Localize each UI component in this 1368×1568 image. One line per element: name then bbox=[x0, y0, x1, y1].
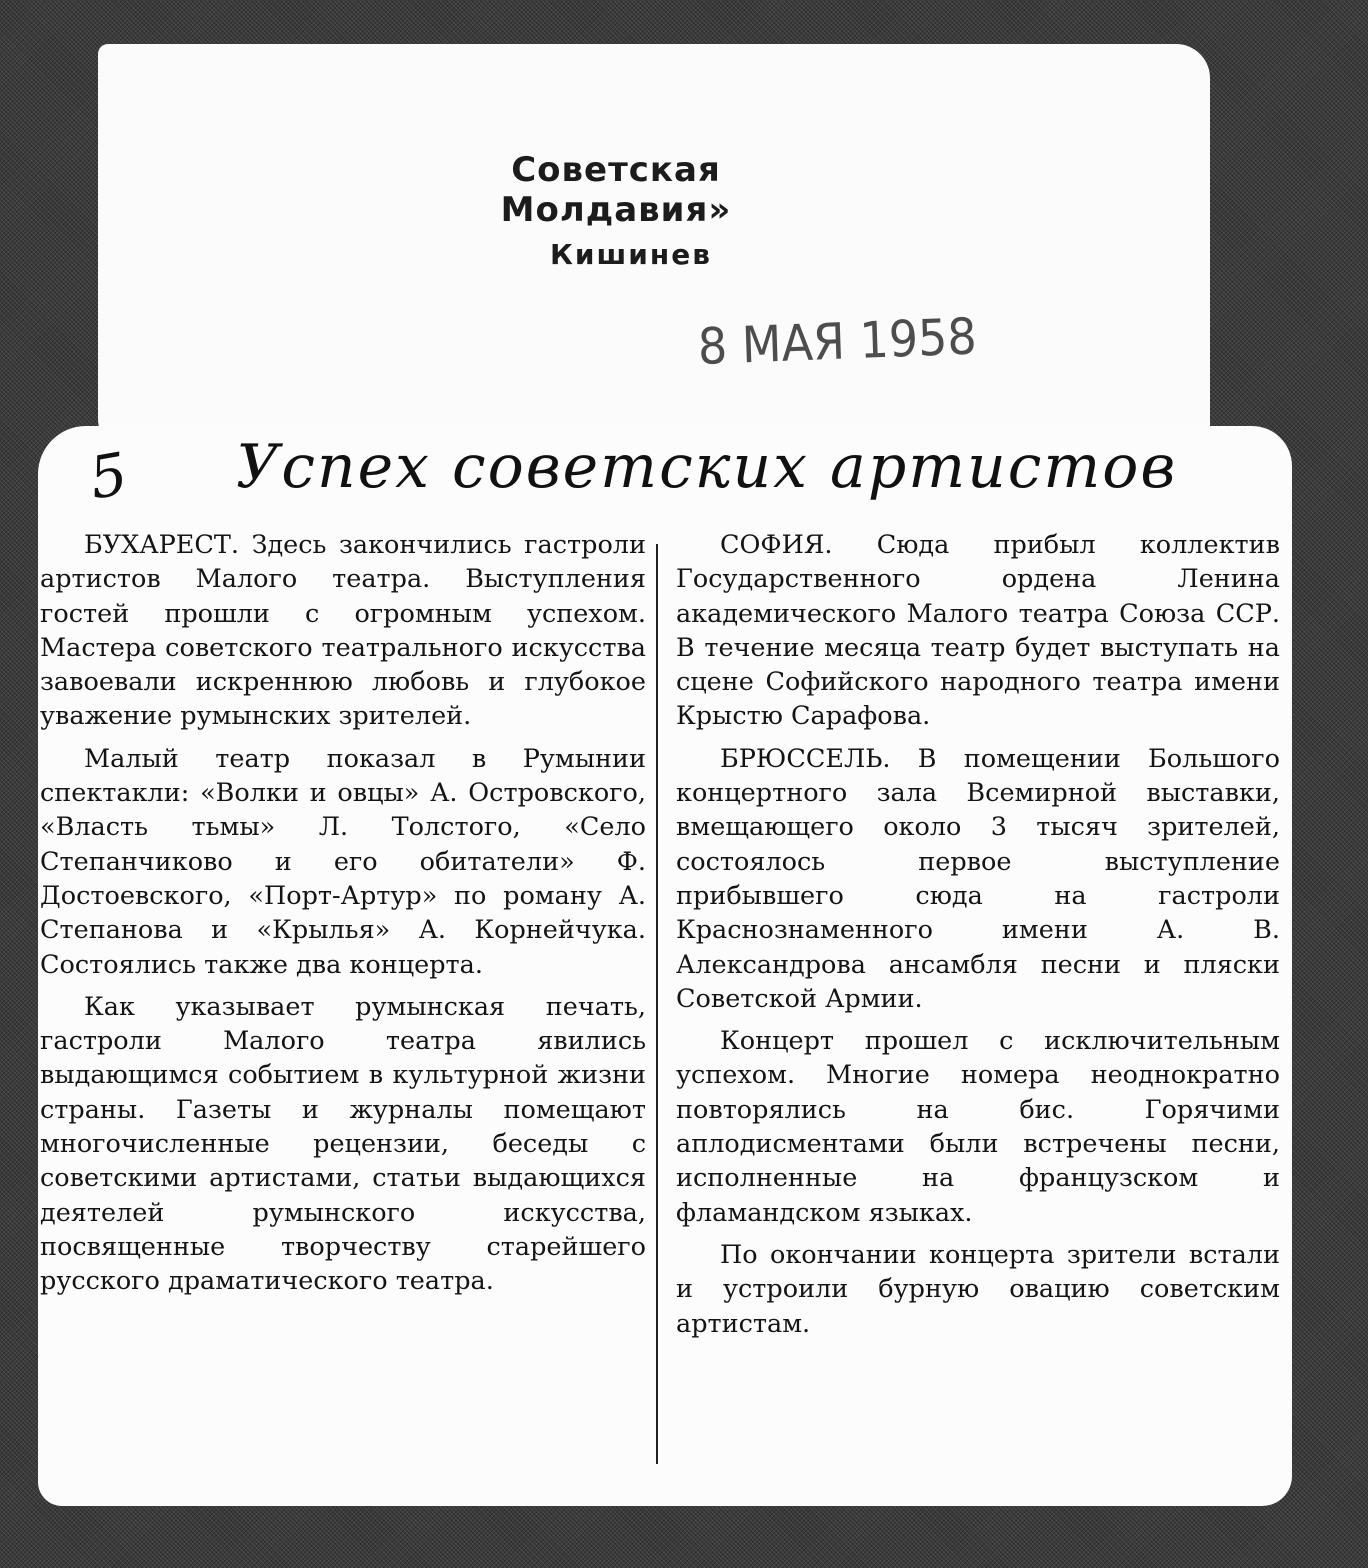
column-divider bbox=[656, 544, 658, 1464]
date-stamp: 8 МАЯ 1958 bbox=[697, 307, 978, 376]
handwritten-number: 5 bbox=[84, 439, 133, 513]
paragraph-brussels-2: Концерт прошел с исключительным успехом. Многие номера неоднократно повторялись на бис. Горячими аплодисментами были встречены песни, исполненные на французском и фламандском языках. bbox=[676, 1026, 1280, 1228]
newspaper-city: Кишинев bbox=[550, 238, 712, 271]
paragraph-bucharest-1: БУХАРЕСТ. Здесь закончились гастроли артистов Малого театра. Выступления гостей прошли с огромным успехом. Мастера советского театрального искусства завоевали искреннюю любовь и глубокое уважение румынских зрителей. bbox=[40, 530, 646, 732]
paragraph-brussels-3: По окончании концерта зрители встали и устроили бурную овацию советским артистам. bbox=[676, 1239, 1280, 1339]
article-left-column bbox=[40, 528, 646, 1307]
source-stamp bbox=[396, 150, 836, 271]
newspaper-name: Советская Молдавия» bbox=[500, 150, 732, 230]
paragraph-bucharest-2: Малый театр показал в Румынии спектакли: «Волки и овцы» А. Островского, «Власть тьмы» Л. Толстого, «Село Степанчиково и его обитатели» Ф. Достоевского, «Порт-Артур» по роману А. Степанова и «Крылья» А. Корнейчука. Состоялись также два концерта. bbox=[40, 743, 646, 980]
article-headline: Успех советских артистов bbox=[236, 432, 1178, 502]
article-right-column bbox=[676, 528, 1280, 1349]
paragraph-sofia: СОФИЯ. Сюда прибыл коллектив Государственного ордена Ленина академического Малого театра Союза ССР. В течение месяца театр будет выступать на сцене Софийского народного театра имени Крыстю Сарафова. bbox=[676, 530, 1280, 732]
paragraph-bucharest-3: Как указывает румынская печать, гастроли Малого театра явились выдающимся событием в культурной жизни страны. Газеты и журналы помещают многочисленные рецензии, беседы с советскими артистами, статьи выдающихся деятелей румынского искусства, посвященные творчеству старейшего русского драматического театра. bbox=[40, 991, 646, 1297]
paragraph-brussels-1: БРЮССЕЛЬ. В помещении Большого концертного зала Всемирной выставки, вмещающего около 3 тысяч зрителей, состоялось первое выступление прибывшего сюда на гастроли Краснознаменного имени А. В. Александрова ансамбля песни и пляски Советской Армии. bbox=[676, 743, 1280, 1014]
